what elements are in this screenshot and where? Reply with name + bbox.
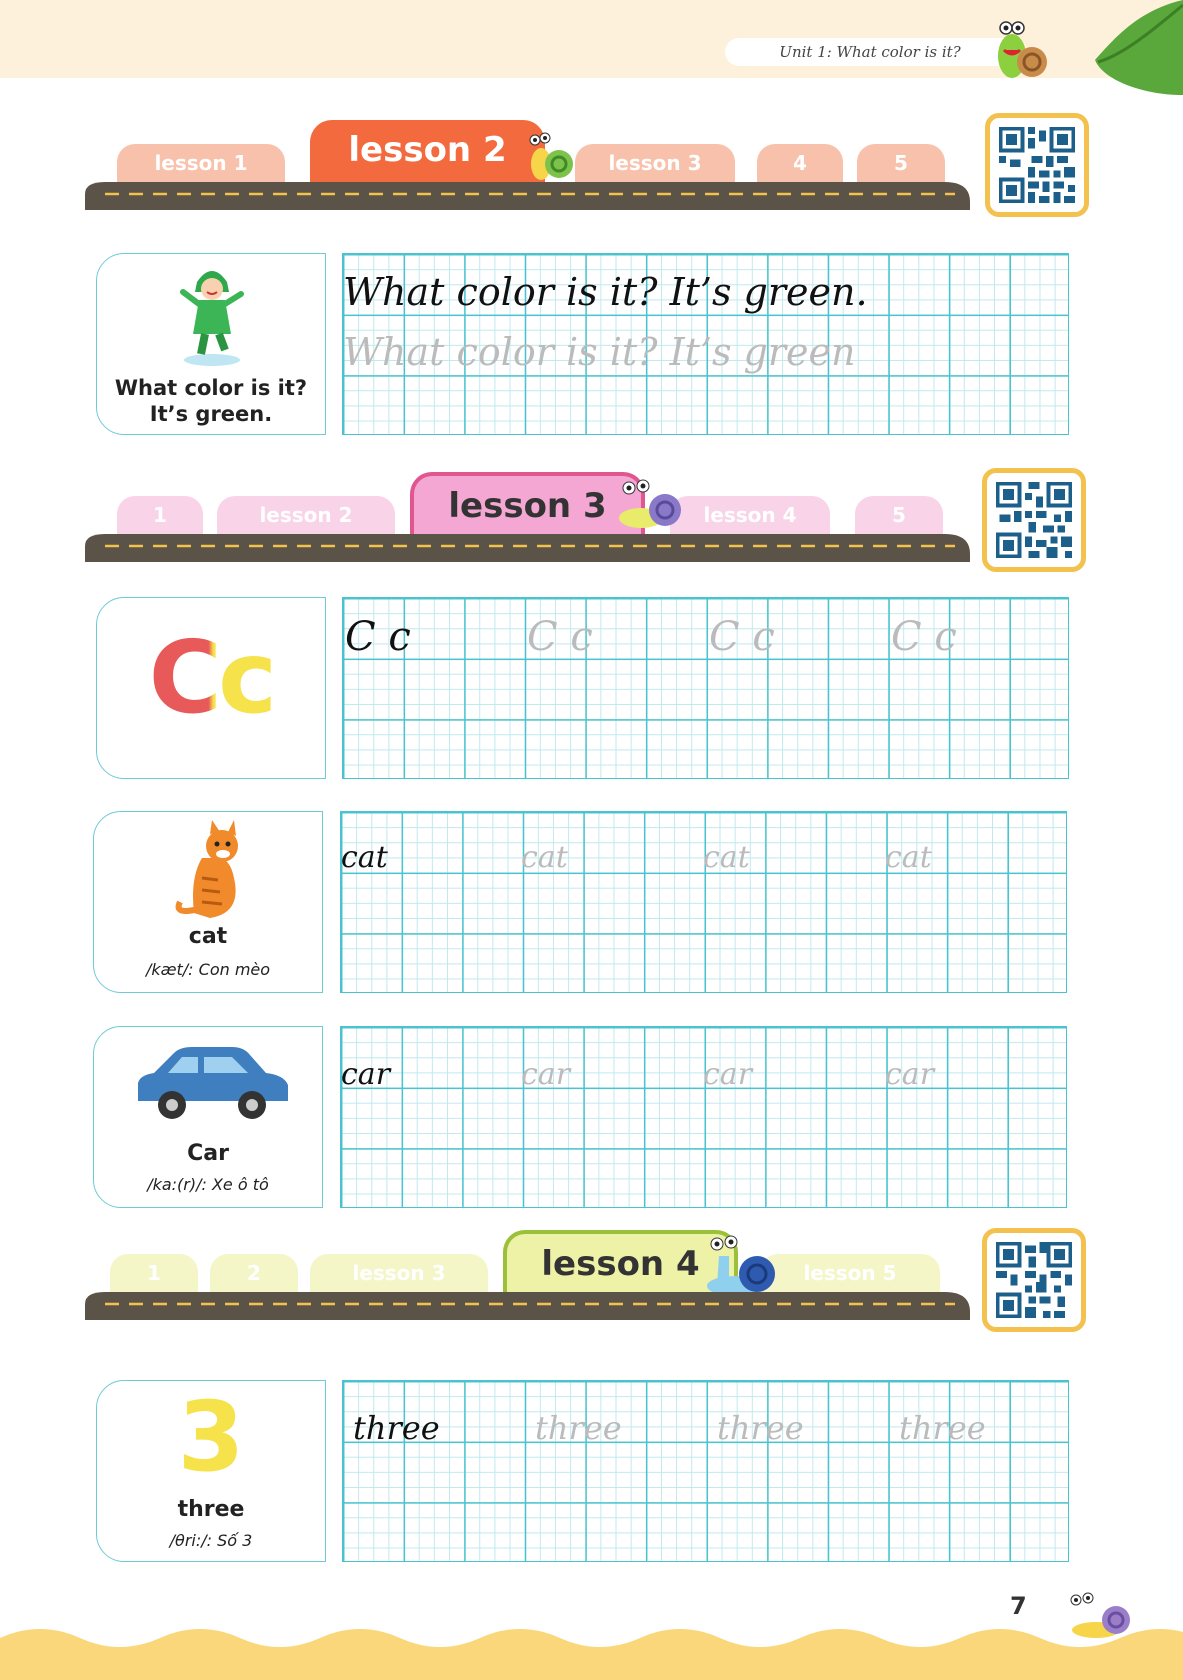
writing-grid-row2 xyxy=(342,597,1069,779)
model-writing: car xyxy=(341,1057,391,1092)
tab-lesson-3-active[interactable]: lesson 3 xyxy=(410,472,645,534)
card-three xyxy=(96,1380,326,1562)
tab-lesson-3[interactable]: lesson 3 xyxy=(310,1254,488,1292)
writing-grid-row4 xyxy=(340,1026,1067,1208)
unit-title: Unit 1: What color is it? xyxy=(725,38,1015,66)
trace-writing-1: C c xyxy=(527,614,593,660)
trace-writing-1: cat xyxy=(521,840,568,875)
lesson-bar-2 xyxy=(85,452,970,562)
card-phonetic: /kæt/: Con mèo xyxy=(145,960,271,979)
tab-lesson-1[interactable]: 1 xyxy=(117,496,203,534)
tab-lesson-2[interactable]: lesson 2 xyxy=(217,496,395,534)
lesson-bar-3 xyxy=(85,1210,970,1320)
trace-writing-1: three xyxy=(535,1409,622,1447)
trace-writing-2: cat xyxy=(703,840,750,875)
card-phonetic: /ka:(r)/: Xe ô tô xyxy=(147,1175,269,1194)
card-letter-c xyxy=(96,597,326,779)
card-what-color xyxy=(96,253,326,435)
trace-writing-2: car xyxy=(703,1057,753,1092)
tab-lesson-5[interactable]: 5 xyxy=(857,144,945,182)
card-text-line2: It’s green. xyxy=(149,402,273,426)
tab-lesson-2-active[interactable]: lesson 2 xyxy=(310,120,545,182)
card-word: Car xyxy=(187,1141,229,1166)
bottom-wave-decoration xyxy=(0,1620,1183,1680)
trace-writing-2: three xyxy=(717,1409,804,1447)
trace-writing-3: car xyxy=(885,1057,935,1092)
trace-writing-3: C c xyxy=(891,614,957,660)
tab-lesson-5[interactable]: lesson 5 xyxy=(760,1254,940,1292)
tab-lesson-1[interactable]: lesson 1 xyxy=(117,144,285,182)
qr-code-icon xyxy=(999,127,1075,203)
writing-grid-row3 xyxy=(340,811,1067,993)
tab-lesson-4-active[interactable]: lesson 4 xyxy=(503,1230,738,1292)
card-text-line1: What color is it? xyxy=(114,376,308,400)
writing-grid-row1 xyxy=(342,253,1069,435)
letter-c-icon xyxy=(97,619,325,736)
tab-lesson-4[interactable]: 4 xyxy=(757,144,843,182)
writing-grid-row5 xyxy=(342,1380,1069,1562)
tab-lesson-5[interactable]: 5 xyxy=(855,496,943,534)
model-writing: What color is it? It’s green. xyxy=(343,270,868,314)
trace-writing-1: car xyxy=(521,1057,571,1092)
qr-code-2[interactable] xyxy=(982,468,1086,572)
model-writing: three xyxy=(353,1409,440,1447)
qr-code-icon xyxy=(996,482,1072,558)
model-writing: cat xyxy=(341,840,388,875)
card-cat xyxy=(93,811,323,993)
card-word: three xyxy=(177,1497,245,1522)
snail-mascot-icon xyxy=(990,14,1050,84)
cat-icon xyxy=(172,818,247,923)
tab-lesson-1[interactable]: 1 xyxy=(110,1254,198,1292)
card-word: cat xyxy=(188,924,228,949)
leaf-icon xyxy=(1083,0,1183,95)
tab-lesson-2[interactable]: 2 xyxy=(210,1254,298,1292)
number-3-icon xyxy=(97,1381,325,1493)
card-number: 3 xyxy=(177,1381,245,1493)
tab-lesson-4[interactable]: lesson 4 xyxy=(670,496,830,534)
road-strip xyxy=(85,1290,970,1320)
card-letters: Cc xyxy=(148,619,274,736)
road-strip xyxy=(85,532,970,562)
page-number: 7 xyxy=(1010,1592,1027,1620)
girl-in-green-raincoat-icon xyxy=(177,262,247,367)
tab-lesson-3[interactable]: lesson 3 xyxy=(575,144,735,182)
trace-writing: What color is it? It’s green xyxy=(343,330,856,374)
card-car xyxy=(93,1026,323,1208)
road-strip xyxy=(85,180,970,210)
card-phonetic: /θri:/: Số 3 xyxy=(169,1531,253,1550)
trace-writing-3: three xyxy=(899,1409,986,1447)
qr-code-icon xyxy=(996,1242,1072,1318)
lesson-bar-1 xyxy=(85,100,970,210)
trace-writing-3: cat xyxy=(885,840,932,875)
model-writing: C c xyxy=(345,614,411,660)
snail-icon xyxy=(521,124,581,184)
trace-writing-2: C c xyxy=(709,614,775,660)
qr-code-1[interactable] xyxy=(985,113,1089,217)
qr-code-3[interactable] xyxy=(982,1228,1086,1332)
snail-icon xyxy=(615,472,687,536)
car-icon xyxy=(132,1043,292,1123)
